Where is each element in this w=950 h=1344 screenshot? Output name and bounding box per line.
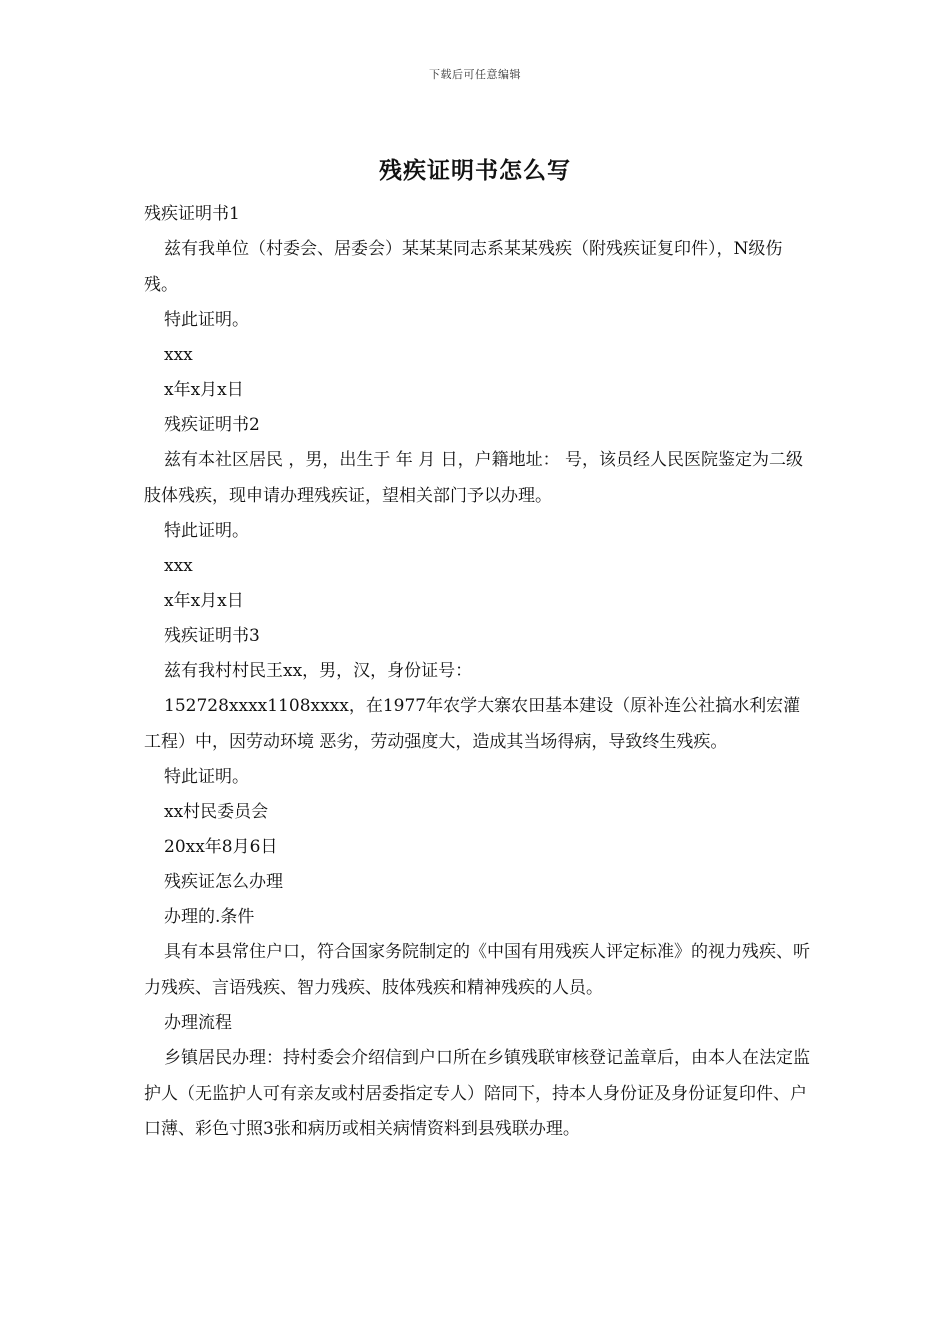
paragraph: x年x月x日	[164, 380, 244, 400]
paragraph: xx村民委员会	[164, 802, 269, 822]
paragraph: x年x月x日	[164, 591, 244, 611]
paragraph: xxx	[164, 345, 193, 365]
paragraph: 兹有本社区居民 ，男，出生于 年 月 日，户籍地址： 号，该员经人民医院鉴定为二级肢体残疾，现申请办理残疾证，望相关部门予以办理。	[144, 450, 804, 506]
document-body	[144, 197, 810, 1148]
paragraph: 20xx年8月6日	[164, 837, 278, 857]
paragraph: 兹有我村村民王xx，男，汉，身份证号：	[164, 661, 473, 681]
paragraph: 特此证明。	[164, 767, 249, 787]
paragraph: 特此证明。	[164, 521, 249, 541]
paragraph: 特此证明。	[164, 310, 249, 330]
paragraph: 办理流程	[164, 1013, 232, 1033]
paragraph: 具有本县常住户口，符合国家务院制定的《中国有用残疾人评定标准》的视力残疾、听力残疾、言语残疾、智力残疾、肢体残疾和精神残疾的人员。	[144, 942, 810, 998]
paragraph: 残疾证怎么办理	[164, 872, 283, 892]
paragraph: 办理的.条件	[164, 907, 255, 927]
paragraph: xxx	[164, 556, 193, 576]
document-title: 残疾证明书怎么写	[379, 157, 571, 184]
paragraph: 残疾证明书3	[164, 626, 260, 646]
paragraph: 乡镇居民办理：持村委会介绍信到户口所在乡镇残联审核登记盖章后，由本人在法定监护人（无监护人可有亲友或村居委指定专人）陪同下，持本人身份证及身份证复印件、户口薄、彩色寸照3张和病历或相关病情资料到县残联办理。	[144, 1048, 810, 1139]
paragraph: 残疾证明书2	[164, 415, 260, 435]
header-note: 下载后可任意编辑	[429, 68, 521, 81]
paragraph: 兹有我单位（村委会、居委会）某某某同志系某某残疾（附残疾证复印件），N级伤残。	[144, 239, 783, 295]
paragraph: 152728xxxx1108xxxx，在1977年农学大寨农田基本建设（原补连公社搞水利宏灌工程）中，因劳动环境 恶劣，劳动强度大，造成其当场得病，导致终生残疾。	[144, 696, 801, 752]
paragraph: 残疾证明书1	[144, 204, 240, 224]
